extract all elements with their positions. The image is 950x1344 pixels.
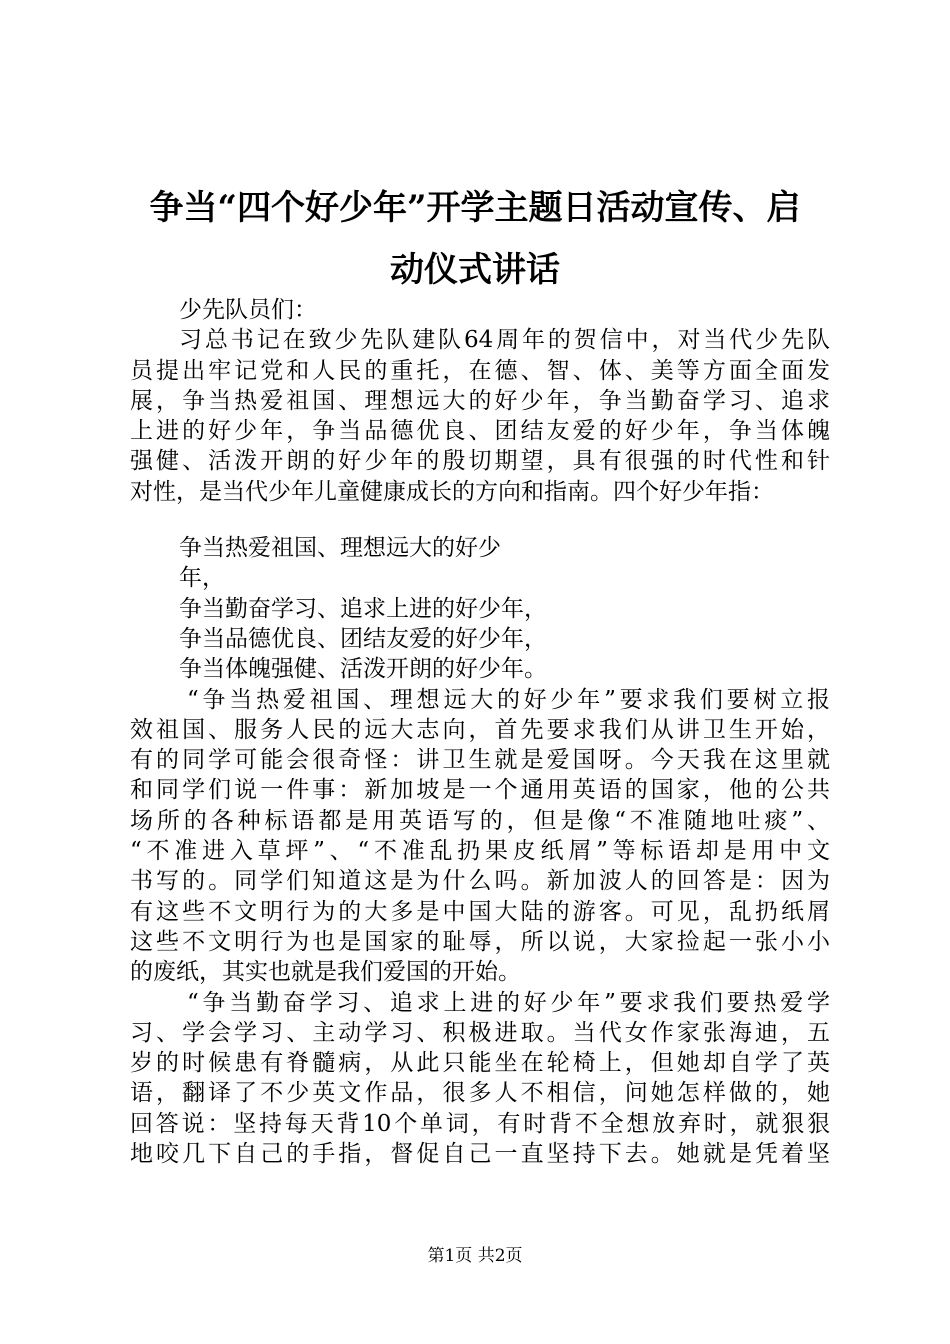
paragraph-line: 这些不文明行为也是国家的耻辱，所以说，大家捡起一张小小 <box>130 928 830 955</box>
paragraph-line: 岁的时候患有脊髓病，从此只能坐在轮椅上，但她却自学了英 <box>130 1050 830 1077</box>
salutation: 少先队员们： <box>179 297 317 323</box>
paragraph-line: 上进的好少年，争当品德优良、团结友爱的好少年，争当体魄 <box>130 418 830 445</box>
paragraph-line: 习、学会学习、主动学习、积极进取。当代女作家张海迪，五 <box>130 1019 830 1046</box>
paragraph-line: 语，翻译了不少英文作品，很多人不相信，问她怎样做的，她 <box>130 1080 830 1107</box>
paragraph-line: 地咬几下自己的手指，督促自己一直坚持下去。她就是凭着坚 <box>130 1141 830 1168</box>
paragraph-line: 强健、活泼开朗的好少年的殷切期望，具有很强的时代性和针 <box>130 448 830 475</box>
list-line: 年， <box>179 565 225 592</box>
paragraph-line: 有的同学可能会很奇怪：讲卫生就是爱国呀。今天我在这里就 <box>130 747 830 774</box>
list-line: 争当体魄强健、活泼开朗的好少年。 <box>179 656 547 683</box>
paragraph-line: “不准进入草坪”、“不准乱扔果皮纸屑”等标语却是用中文 <box>130 838 830 865</box>
list-line: 争当勤奋学习、追求上进的好少年， <box>179 595 547 622</box>
paragraph-line: 书写的。同学们知道这是为什么吗。新加波人的回答是：因为 <box>130 868 830 895</box>
document-title-line-2: 动仪式讲话 <box>390 250 560 290</box>
paragraph-line: 对性，是当代少年儿童健康成长的方向和指南。四个好少年指： <box>130 478 774 505</box>
blank-line <box>130 507 830 533</box>
document-title-line-1: 争当“四个好少年”开学主题日活动宣传、启 <box>149 188 801 228</box>
paragraph-line: 的废纸，其实也就是我们爱国的开始。 <box>130 959 521 986</box>
paragraph-line: 回答说：坚持每天背10个单词，有时背不全想放弃时，就狠狠 <box>130 1110 830 1137</box>
paragraph-line: 员提出牢记党和人民的重托，在德、智、体、美等方面全面发 <box>130 357 830 384</box>
paragraph-line: “争当热爱祖国、理想远大的好少年”要求我们要树立报 <box>187 686 830 713</box>
paragraph-line: 展，争当热爱祖国、理想远大的好少年，争当勤奋学习、追求 <box>130 387 830 414</box>
document-body <box>130 295 830 1169</box>
paragraph-line: 习总书记在致少先队建队64周年的贺信中，对当代少先队 <box>179 327 830 354</box>
list-line: 争当热爱祖国、理想远大的好少 <box>179 535 501 562</box>
paragraph-line: 有这些不文明行为的大多是中国大陆的游客。可见，乱扔纸屑 <box>130 898 830 925</box>
paragraph-line: “争当勤奋学习、追求上进的好少年”要求我们要热爱学 <box>187 989 830 1016</box>
paragraph-line: 效祖国、服务人民的远大志向，首先要求我们从讲卫生开始， <box>130 716 830 743</box>
list-line: 争当品德优良、团结友爱的好少年， <box>179 625 547 652</box>
page-number-footer: 第1页 共2页 <box>427 1246 523 1266</box>
paragraph-line: 和同学们说一件事：新加坡是一个通用英语的国家，他的公共 <box>130 777 830 804</box>
paragraph-line: 场所的各种标语都是用英语写的，但是像“不准随地吐痰”、 <box>130 807 830 834</box>
